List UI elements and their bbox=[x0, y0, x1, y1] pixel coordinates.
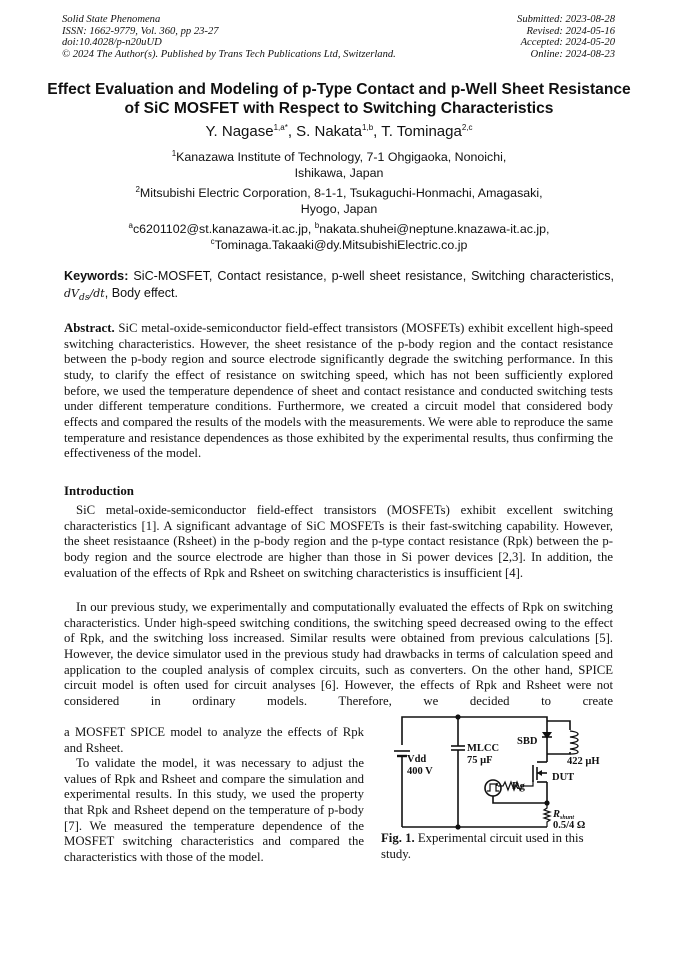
email-link[interactable]: c6201102@st.kanazawa-it.ac.jp, bbox=[132, 222, 312, 236]
paper-title: Effect Evaluation and Modeling of p-Type Contact and p-Well Sheet Resistance of SiC MOSFET with Respect to Switching Characteristics bbox=[47, 81, 631, 117]
keywords-label: Keywords: bbox=[64, 269, 129, 283]
revised-date: Revised: 2024-05-16 bbox=[526, 25, 615, 37]
copyright: © 2024 The Author(s). Published by Trans Tech Publications Ltd, Switzerland. bbox=[62, 48, 396, 60]
junction-dot bbox=[455, 714, 460, 719]
figure-caption-text: Experimental circuit used in this study. bbox=[381, 831, 584, 861]
issn: ISSN: 1662-9779, Vol. 360, pp 23-27 bbox=[62, 25, 219, 37]
aff-line: Kanazawa Institute of Technology, 7-1 Ohgigaoka, Nonoichi, bbox=[176, 150, 507, 164]
online-date: Online: 2024-08-23 bbox=[530, 48, 615, 60]
figure-label: Fig. 1. bbox=[381, 831, 415, 845]
rshunt-label: Rshunt bbox=[553, 809, 575, 821]
figure-caption bbox=[381, 831, 611, 862]
keywords-text: SiC-MOSFET, Contact resistance, p-well sheet resistance, Switching characteristics, bbox=[133, 269, 615, 283]
aff-line: Ishikawa, Japan bbox=[294, 165, 384, 180]
author-sup: 2,c bbox=[461, 123, 473, 132]
submitted-date: Submitted: 2023-08-28 bbox=[517, 14, 615, 25]
aff-sup: 2 bbox=[135, 184, 140, 194]
author-name: Y. Nagase bbox=[205, 123, 274, 140]
author-sup: 1,a* bbox=[273, 123, 288, 132]
mlcc-label: MLCC bbox=[467, 743, 500, 754]
email-link[interactable]: Tominaga.Takaaki@dy.MitsubishiElectric.co.jp bbox=[214, 237, 468, 252]
intro-paragraph-2-cont: a MOSFET SPICE model to analyze the effects of Rpk and Rsheet. bbox=[64, 725, 364, 755]
keywords-text: , Body effect. bbox=[104, 285, 179, 300]
diode-triangle bbox=[542, 732, 552, 739]
sbd-label: SBD bbox=[517, 736, 538, 747]
journal-name: Solid State Phenomena bbox=[62, 14, 161, 25]
aff-line: Hyogo, Japan bbox=[300, 201, 378, 216]
inductor-value: 422 µH bbox=[567, 756, 600, 767]
mlcc-value: 75 µF bbox=[467, 755, 493, 766]
pulse-source bbox=[485, 780, 501, 796]
shunt-resistor bbox=[544, 803, 550, 827]
author-name: S. Nakata bbox=[296, 123, 363, 140]
dut-label: DUT bbox=[552, 772, 575, 783]
email-sup: c bbox=[210, 236, 215, 246]
aff-sup: 1 bbox=[171, 148, 177, 158]
aff-line: Mitsubishi Electric Corporation, 8-1-1, Tsukaguchi-Honmachi, Amagasaki, bbox=[139, 186, 543, 200]
abstract-text: SiC metal-oxide-semiconductor field-effect transistors (MOSFETs) exhibit excellent high-speed switching characteristics. However, the sheet resistance of the p-body region and the contact resistance between the p-body region and source electrode significantly degrade the switching performance. In this study, to clarify the effect of resistance on switching speed, which has not been sufficiently explored before, we used the temperature dependence of sheet and contact resistance and conducted switching tests under different temperature conditions. Furthermore, we created a circuit model that considered body effects and compared the results of the models with the measurements. We were able to reproduce the same temperature and resistance dependences as those exhibited by the experimental results, thus confirming the effectiveness of the model. bbox=[64, 321, 613, 461]
email-sup: b bbox=[314, 220, 320, 230]
intro-paragraph-2: In our previous study, we experimentally and computationally evaluated the effects of Rpk on switching characteristics. Under high-speed switching conditions, the switching speed decreased owing to the effect of Rpk, and the switching loss increased. Similar results were obtained from previous calculations [5]. However, the device simulator used in the previous study had drawbacks in terms of calculation speed and application to the coupled analysis of complex circuits, such as converters. On the other hand, SPICE circuit model is often used for circuit analyses [6]. However, the effects of Rpk and Rsheet were not considered in ordinary models. Therefore, we decided to create bbox=[64, 600, 613, 708]
inductor bbox=[570, 731, 578, 754]
email-link[interactable]: nakata.shuhei@neptune.knazawa-it.ac.jp, bbox=[319, 222, 550, 236]
abstract-label: Abstract. bbox=[64, 321, 115, 335]
intro-paragraph-3: To validate the model, it was necessary to adjust the values of Rpk and Rsheet and compare the simulation and experimental results. In this study, we used the property that Rpk and Rsheet depend on the temperature of p-body [7]. We measured the temperature dependence of the MOSFET switching characteristics and compared the characteristics with those of the model. bbox=[64, 756, 364, 864]
authors: Y. Nagase$^{1,a*}$, S. Nakata$^{1,b}$, T. Tominaga$^{2,c}$ bbox=[205, 123, 473, 140]
junction-dot bbox=[544, 800, 549, 805]
author-name: T. Tominaga bbox=[381, 123, 462, 140]
vdd-label: Vdd bbox=[407, 754, 427, 765]
doi: doi:10.4028/p-n20uUD bbox=[62, 37, 162, 49]
vdd-value: 400 V bbox=[407, 766, 433, 777]
intro-paragraph-1: SiC metal-oxide-semiconductor field-effect transistors (MOSFETs) exhibit excellent switching characteristics [1]. A significant advantage of SiC MOSFETs is their fast-switching capability. However, the sheet resistaance (Rsheet) in the p-body region and the p-type contact resistance (Rpk) between the p-body region and the source electrode are higher than those in Si power devices [2,3]. In addition, the evaluation of the effects of Rpk and Rsheet on switching characteristics is insufficient [4]. bbox=[64, 503, 613, 580]
junction-dot bbox=[455, 824, 460, 829]
section-heading-introduction: Introduction bbox=[64, 484, 134, 498]
accepted-date: Accepted: 2024-05-20 bbox=[520, 37, 615, 49]
rg-label: Rg bbox=[512, 781, 525, 792]
email-sup: a bbox=[128, 220, 133, 230]
keyword-math: $dV_{ds}/dt$ bbox=[64, 286, 105, 303]
author-sup: 1,b bbox=[362, 123, 374, 132]
rshunt-value: 0.5/4 Ω bbox=[553, 820, 586, 831]
